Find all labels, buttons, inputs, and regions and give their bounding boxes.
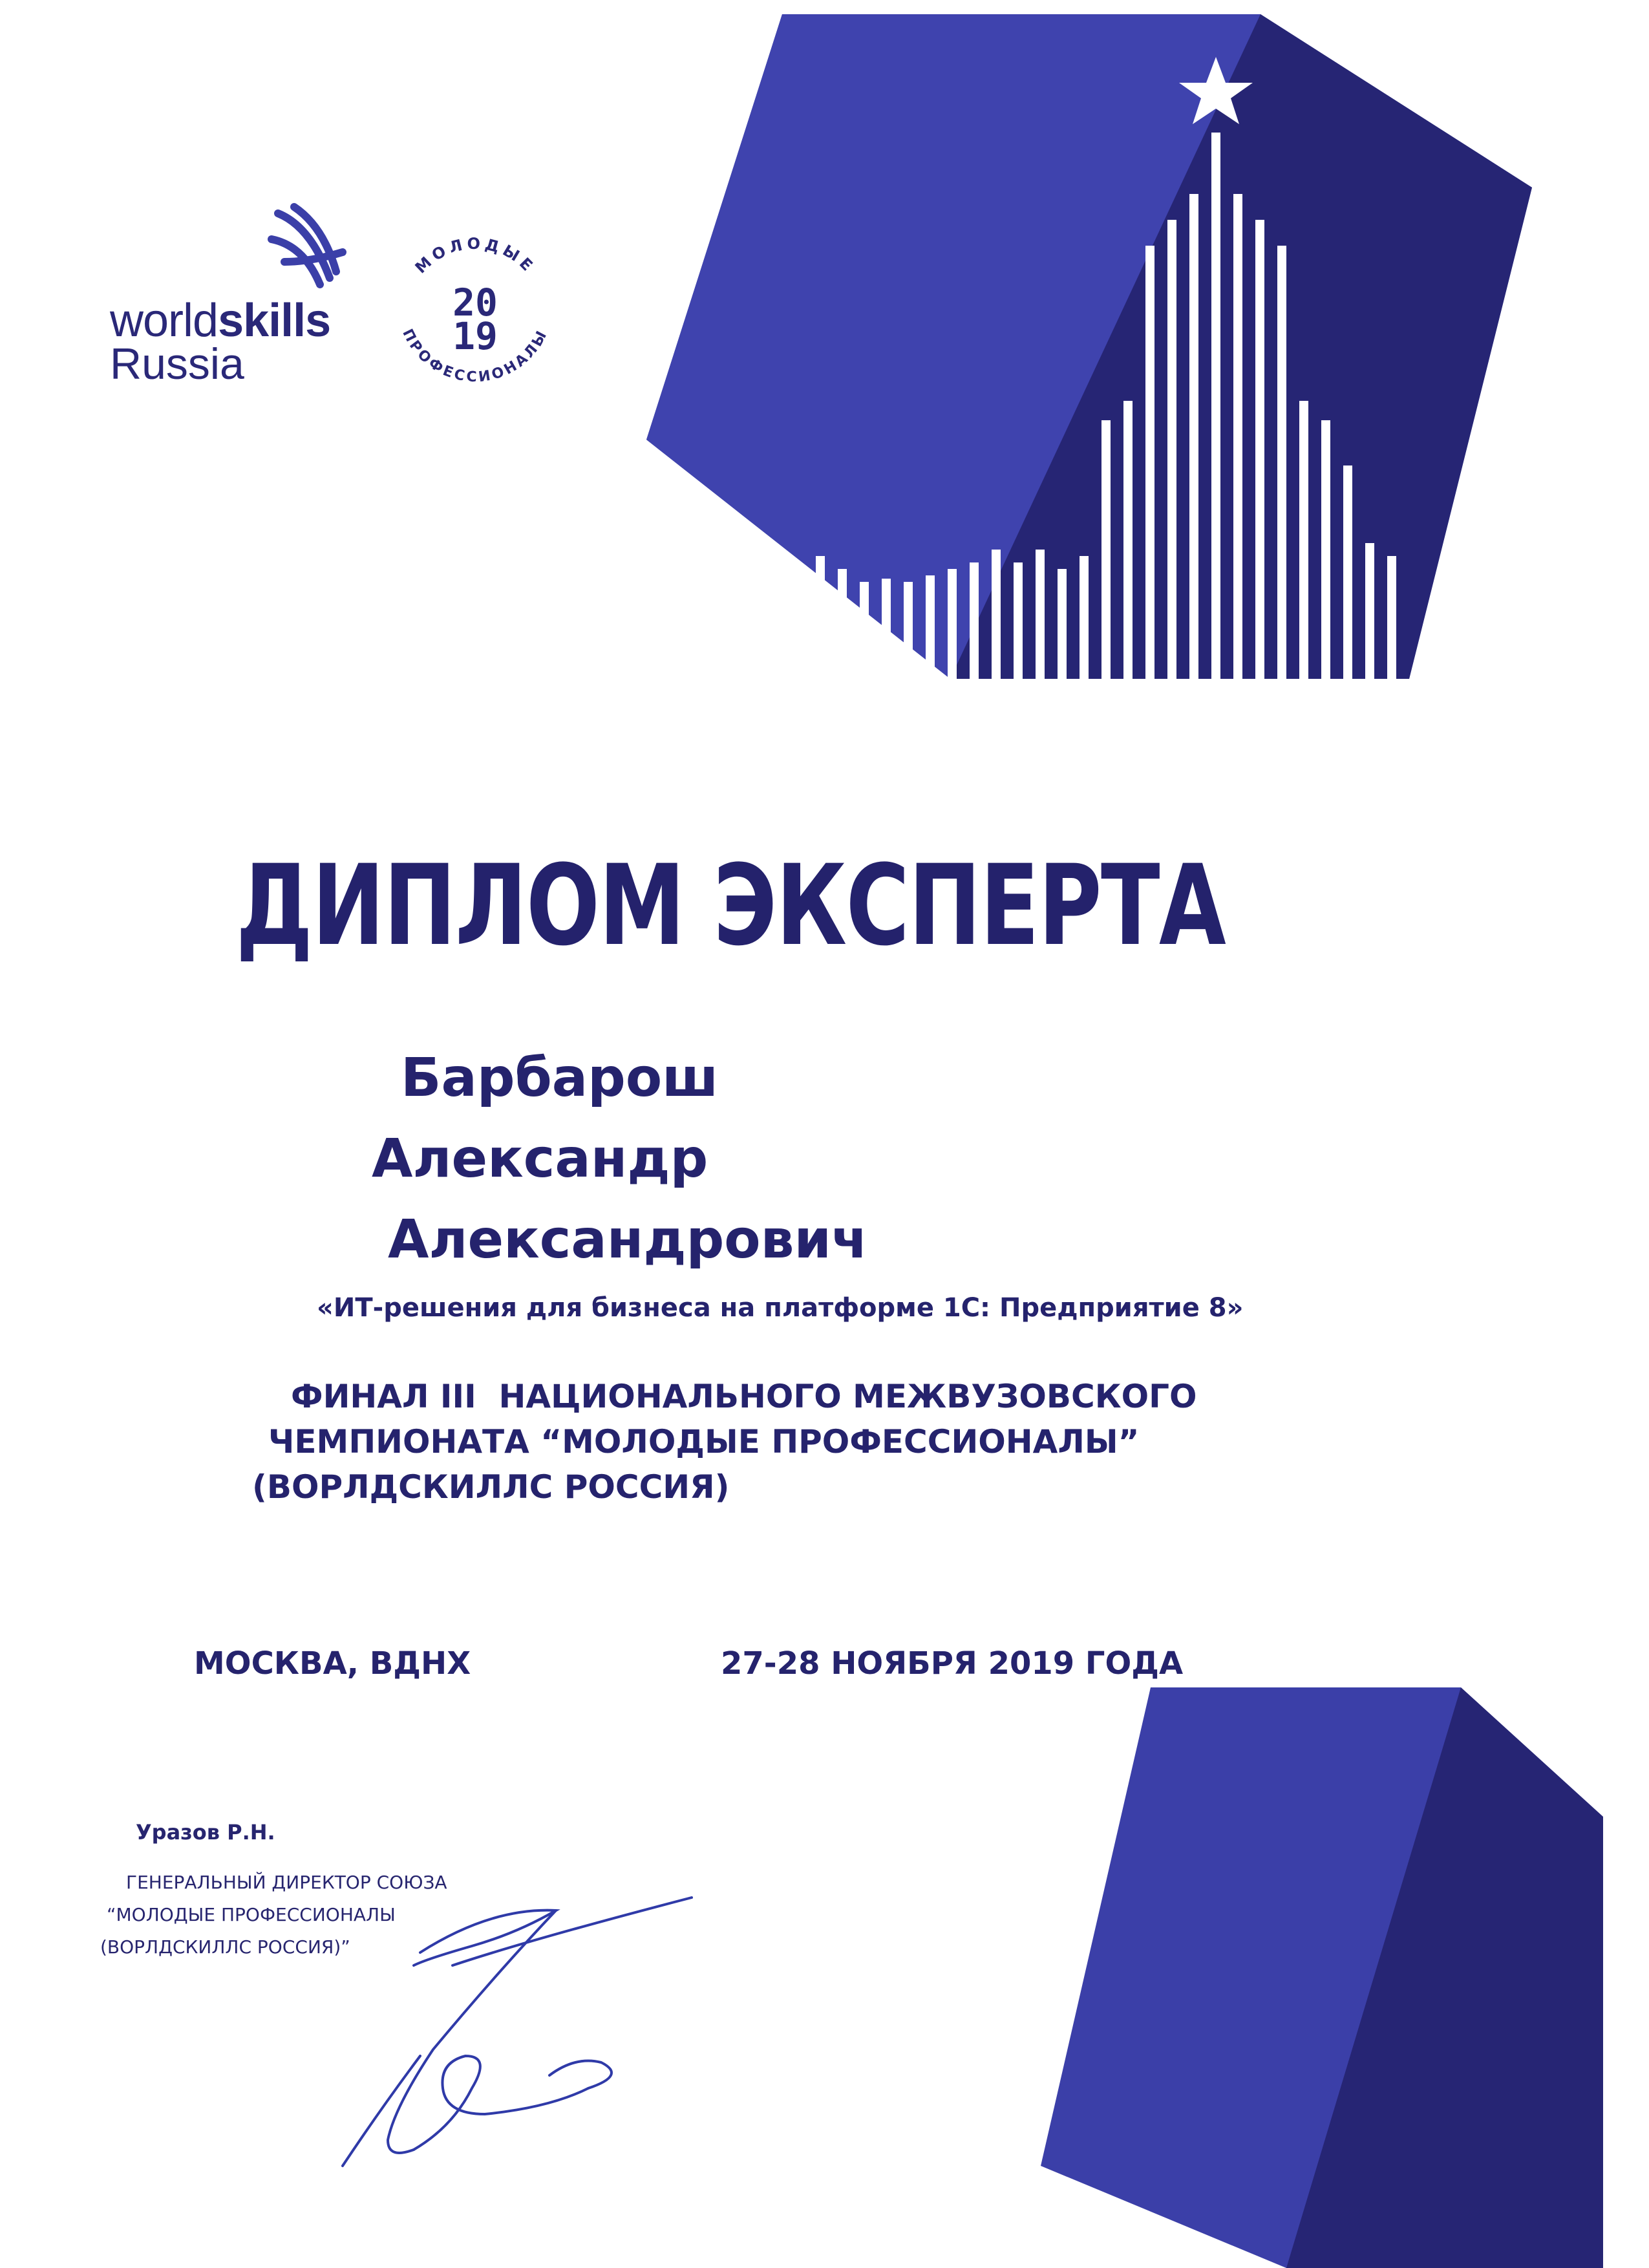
- signatory-position-line-1: ГЕНЕРАЛЬНЫЙ ДИРЕКТОР СОЮЗА: [126, 1872, 447, 1893]
- championship-line-1: ФИНАЛ III НАЦИОНАЛЬНОГО МЕЖВУЗОВСКОГО: [291, 1378, 1197, 1415]
- competency-skill: «ИТ-решения для бизнеса на платформе 1С: Предприятие 8»: [317, 1293, 1244, 1323]
- signatory-position-line-2: “МОЛОДЫЕ ПРОФЕССИОНАЛЫ: [107, 1904, 396, 1925]
- signatory-name: Уразов Р.Н.: [136, 1820, 275, 1845]
- recipient-surname: Барбарош: [401, 1047, 719, 1109]
- recipient-patronymic: Александрович: [388, 1209, 868, 1270]
- badge-top-text: МОЛОДЫЕ: [411, 234, 539, 277]
- russia-text: Russia: [110, 339, 244, 389]
- signatory-position-line-3: (ВОРЛДСКИЛЛС РОССИЯ)”: [100, 1936, 350, 1958]
- badge-year-top: 20: [452, 281, 498, 325]
- championship-line-3: (ВОРЛДСКИЛЛС РОССИЯ): [252, 1468, 730, 1506]
- event-dates: 27-28 НОЯБРЯ 2019 ГОДА: [721, 1645, 1184, 1682]
- badge-year-bottom: 19: [452, 314, 498, 358]
- diploma-title: ДИПЛОМ ЭКСПЕРТА: [235, 840, 1226, 970]
- championship-line-2: ЧЕМПИОНАТА “МОЛОДЫЕ ПРОФЕССИОНАЛЫ”: [268, 1423, 1140, 1460]
- young-professionals-badge: [381, 220, 569, 407]
- worldskills-text-light: world: [110, 295, 218, 347]
- worldskills-swirl-icon: [259, 200, 356, 297]
- worldskills-text-bold: skills: [218, 295, 331, 347]
- badge-bottom-text: ПРОФЕССИОНАЛЫ: [399, 326, 551, 386]
- event-location: МОСКВА, ВДНХ: [194, 1645, 471, 1682]
- bottom-cube-graphic: [1021, 1668, 1616, 2268]
- worldskills-logo: [110, 200, 362, 394]
- svg-text:МОЛОДЫЕ: [412, 235, 539, 277]
- recipient-first-name: Александр: [372, 1128, 708, 1190]
- handwritten-signature: [304, 1894, 724, 2172]
